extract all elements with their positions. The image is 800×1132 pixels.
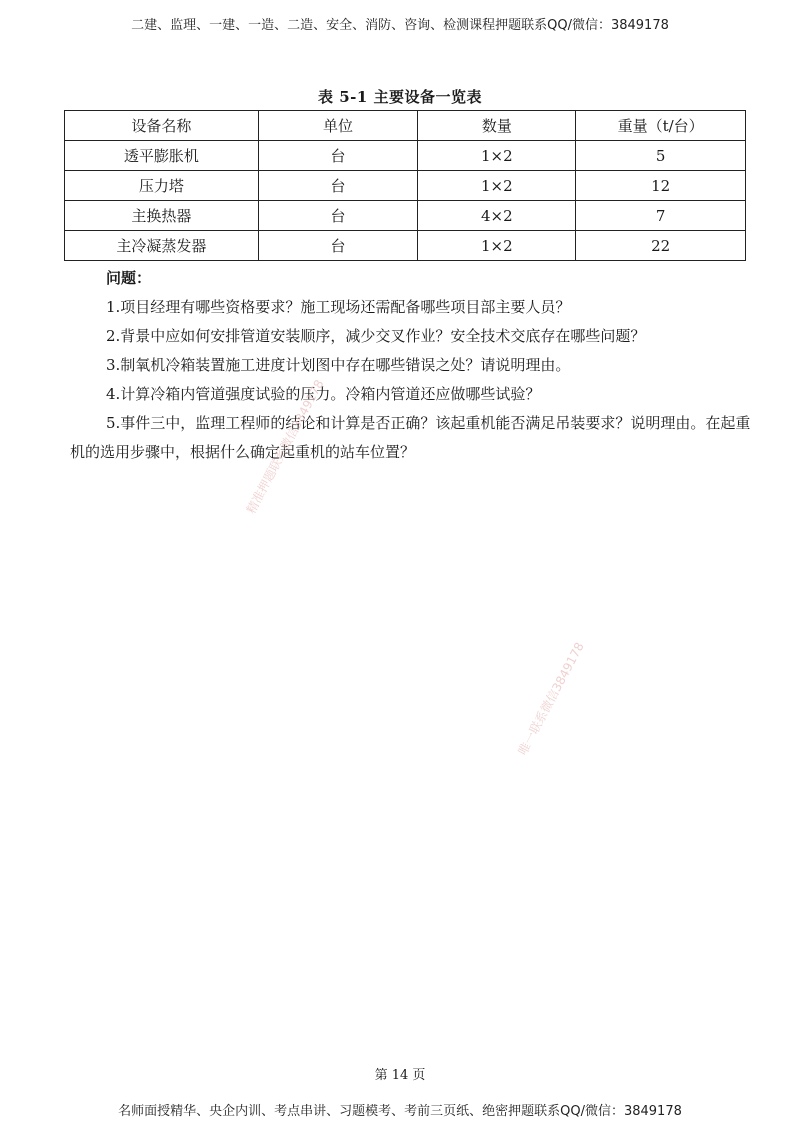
- column-header-unit: 单位: [258, 111, 418, 141]
- questions-section: [70, 264, 760, 467]
- cell-weight: 22: [576, 231, 746, 261]
- cell-name: 主换热器: [65, 201, 259, 231]
- questions-heading: 问题：: [106, 269, 152, 287]
- watermark-text: 精准押题联系微信3849178: [243, 377, 327, 517]
- header-banner: 二建、监理、一建、一造、二造、安全、消防、咨询、检测课程押题联系QQ/微信：3849178: [131, 18, 669, 33]
- table-row: [65, 171, 746, 201]
- question-item: 2.背景中应如何安排管道安装顺序，减少交叉作业？安全技术交底存在哪些问题？: [106, 327, 646, 345]
- cell-unit: 台: [258, 171, 418, 201]
- cell-unit: 台: [258, 201, 418, 231]
- cell-name: 压力塔: [65, 171, 259, 201]
- footer-banner: 名师面授精华、央企内训、考点串讲、习题模考、考前三页纸、绝密押题联系QQ/微信：3849178: [118, 1104, 682, 1119]
- cell-quantity: 1×2: [418, 231, 576, 261]
- equipment-table: [64, 110, 746, 261]
- cell-quantity: 1×2: [418, 141, 576, 171]
- table-row: [65, 141, 746, 171]
- table-row: [65, 201, 746, 231]
- column-header-weight: 重量（t/台）: [576, 111, 746, 141]
- cell-unit: 台: [258, 231, 418, 261]
- question-item: 1.项目经理有哪些资格要求？施工现场还需配备哪些项目部主要人员？: [106, 298, 571, 316]
- cell-name: 主冷凝蒸发器: [65, 231, 259, 261]
- page-number: 第 14 页: [374, 1068, 426, 1083]
- cell-quantity: 1×2: [418, 171, 576, 201]
- cell-weight: 12: [576, 171, 746, 201]
- watermark-text: 唯一联系微信3849178: [515, 640, 587, 758]
- cell-weight: 5: [576, 141, 746, 171]
- column-header-name: 设备名称: [65, 111, 259, 141]
- cell-name: 透平膨胀机: [65, 141, 259, 171]
- question-item: 3.制氧机冷箱装置施工进度计划图中存在哪些错误之处？请说明理由。: [106, 356, 571, 374]
- question-item: 4.计算冷箱内管道强度试验的压力。冷箱内管道还应做哪些试验？: [106, 385, 541, 403]
- table-header-row: [65, 111, 746, 141]
- table-row: [65, 231, 746, 261]
- question-item: 5.事件三中，监理工程师的结论和计算是否正确？该起重机能否满足吊装要求？说明理由。在起重机的选用步骤中，根据什么确定起重机的站车位置？: [70, 414, 751, 461]
- cell-weight: 7: [576, 201, 746, 231]
- table-caption: 表 5-1 主要设备一览表: [317, 88, 483, 106]
- cell-unit: 台: [258, 141, 418, 171]
- cell-quantity: 4×2: [418, 201, 576, 231]
- column-header-quantity: 数量: [418, 111, 576, 141]
